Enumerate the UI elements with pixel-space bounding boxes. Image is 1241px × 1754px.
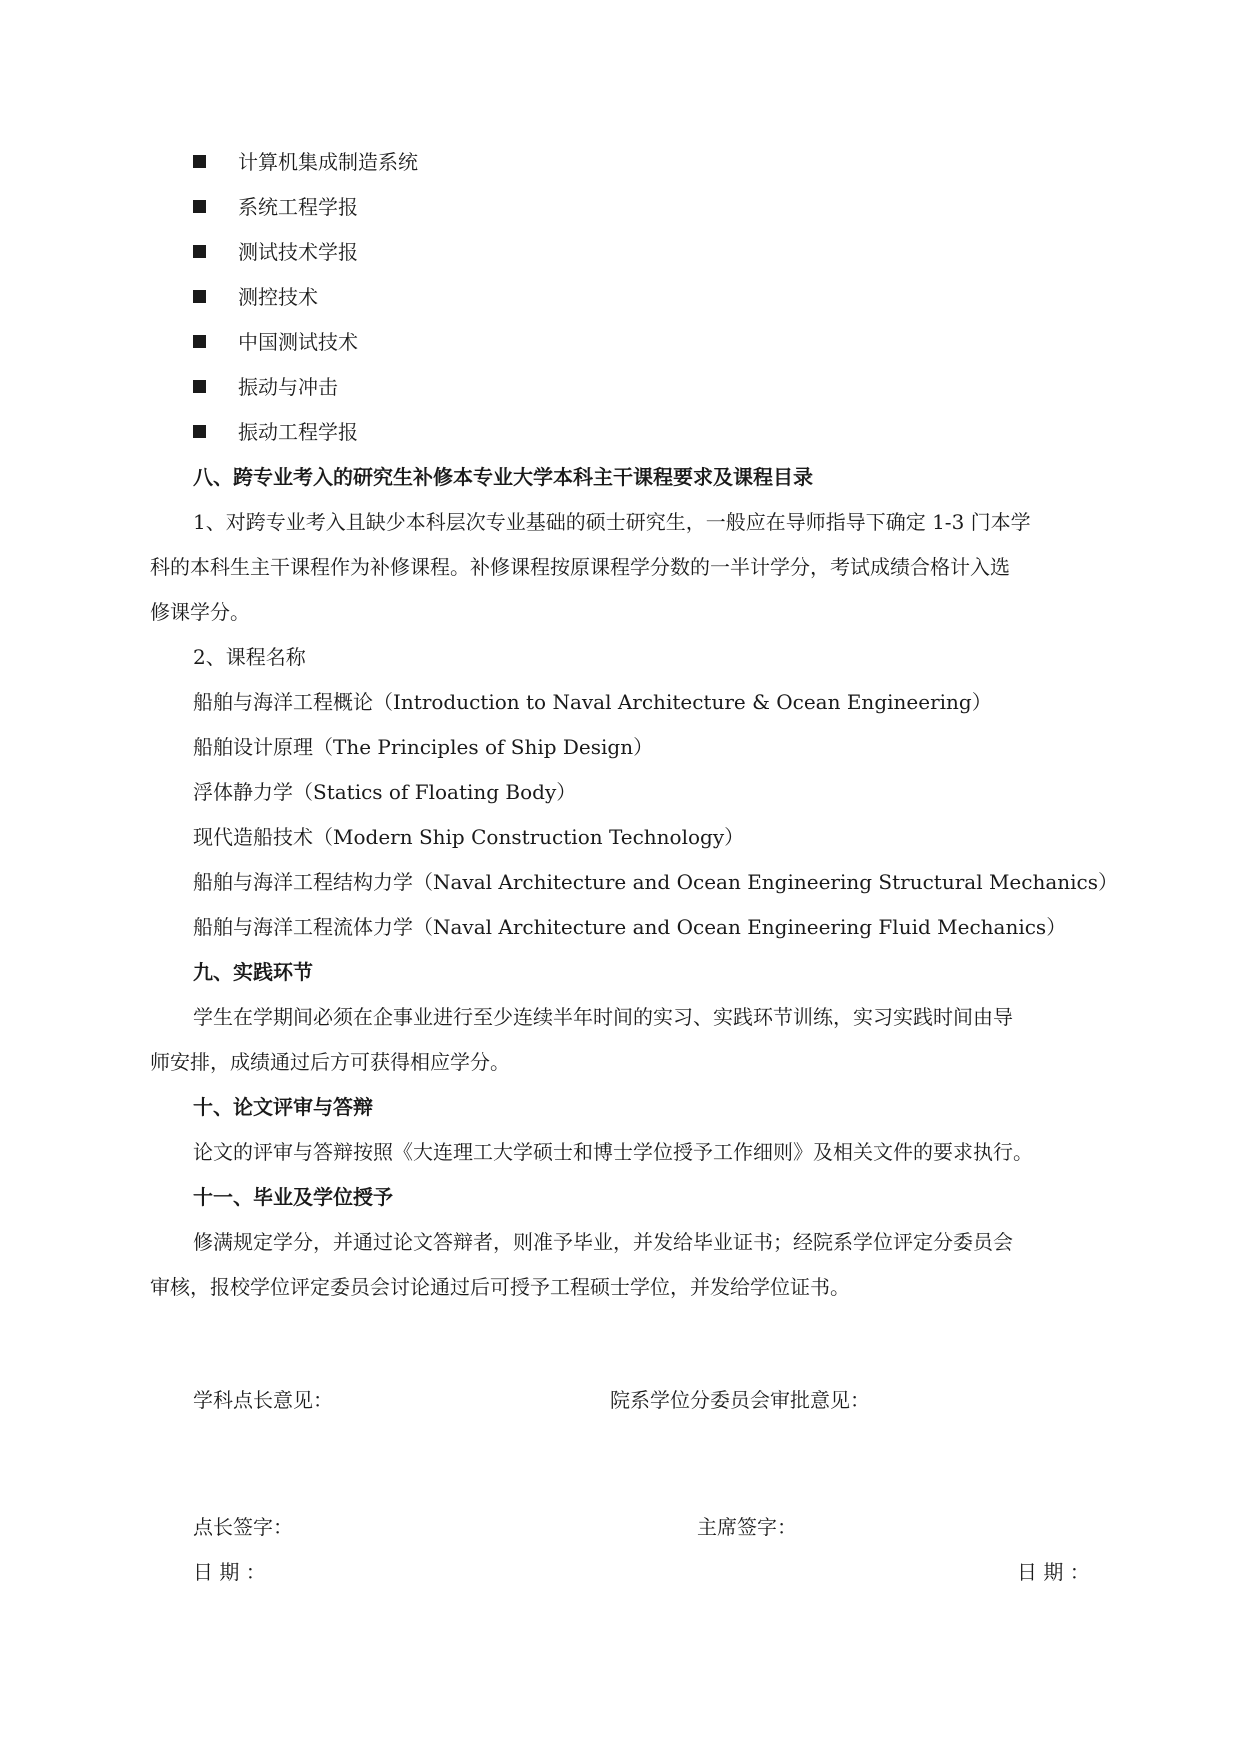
course-item: 现代造船技术（Modern Ship Construction Technology） <box>193 825 745 849</box>
journal-name: 测试技术学报 <box>238 240 358 264</box>
discipline-opinion-label: 学科点长意见： <box>193 1388 333 1412</box>
section-8-para-line: 科的本科生主干课程作为补修课程。补修课程按原课程学分数的一半计学分，考试成绩合格计入选 <box>150 555 1010 579</box>
journal-name: 振动工程学报 <box>238 420 358 444</box>
section-11-para-line: 修满规定学分，并通过论文答辩者，则准予毕业，并发给毕业证书；经院系学位评定分委员会 <box>193 1230 1013 1254</box>
section-10-para-line: 论文的评审与答辩按照《大连理工大学硕士和博士学位授予工作细则》及相关文件的要求执行。 <box>193 1140 1033 1164</box>
journal-name: 中国测试技术 <box>238 330 358 354</box>
chair-signature-label: 主席签字： <box>697 1515 797 1539</box>
date-label-left: 日 期 ： <box>193 1560 266 1584</box>
committee-opinion-label: 院系学位分委员会审批意见： <box>610 1388 870 1412</box>
square-bullet-icon <box>193 380 206 393</box>
course-item: 船舶与海洋工程结构力学（Naval Architecture and Ocean Engineering Structural Mechanics） <box>193 870 1119 894</box>
section-9-para-line: 学生在学期间必须在企事业进行至少连续半年时间的实习、实践环节训练，实习实践时间由导 <box>193 1005 1013 1029</box>
course-item: 船舶与海洋工程流体力学（Naval Architecture and Ocean Engineering Fluid Mechanics） <box>193 915 1067 939</box>
square-bullet-icon <box>193 155 206 168</box>
section-11-para-line: 审核，报校学位评定委员会讨论通过后可授予工程硕士学位，并发给学位证书。 <box>150 1275 850 1299</box>
course-item: 船舶设计原理（The Principles of Ship Design） <box>193 735 654 759</box>
journal-name: 振动与冲击 <box>238 375 338 399</box>
journal-name: 计算机集成制造系统 <box>238 150 418 174</box>
square-bullet-icon <box>193 425 206 438</box>
section-10-heading: 十、论文评审与答辩 <box>193 1095 373 1119</box>
section-8-heading: 八、跨专业考入的研究生补修本专业大学本科主干课程要求及课程目录 <box>193 465 813 489</box>
journal-name: 测控技术 <box>238 285 318 309</box>
square-bullet-icon <box>193 200 206 213</box>
square-bullet-icon <box>193 335 206 348</box>
journal-name: 系统工程学报 <box>238 195 358 219</box>
course-item: 浮体静力学（Statics of Floating Body） <box>193 780 577 804</box>
course-list-title: 2、课程名称 <box>193 645 306 669</box>
square-bullet-icon <box>193 245 206 258</box>
section-9-para-line: 师安排，成绩通过后方可获得相应学分。 <box>150 1050 510 1074</box>
head-signature-label: 点长签字： <box>193 1515 293 1539</box>
date-label-right: 日 期 ： <box>1017 1560 1090 1584</box>
section-9-heading: 九、实践环节 <box>193 960 313 984</box>
section-8-para-line: 1、对跨专业考入且缺少本科层次专业基础的硕士研究生，一般应在导师指导下确定 1-3 门本学 <box>193 510 1031 534</box>
square-bullet-icon <box>193 290 206 303</box>
section-8-para-line: 修课学分。 <box>150 600 250 624</box>
course-item: 船舶与海洋工程概论（Introduction to Naval Architecture & Ocean Engineering） <box>193 690 992 714</box>
section-11-heading: 十一、毕业及学位授予 <box>193 1185 393 1209</box>
